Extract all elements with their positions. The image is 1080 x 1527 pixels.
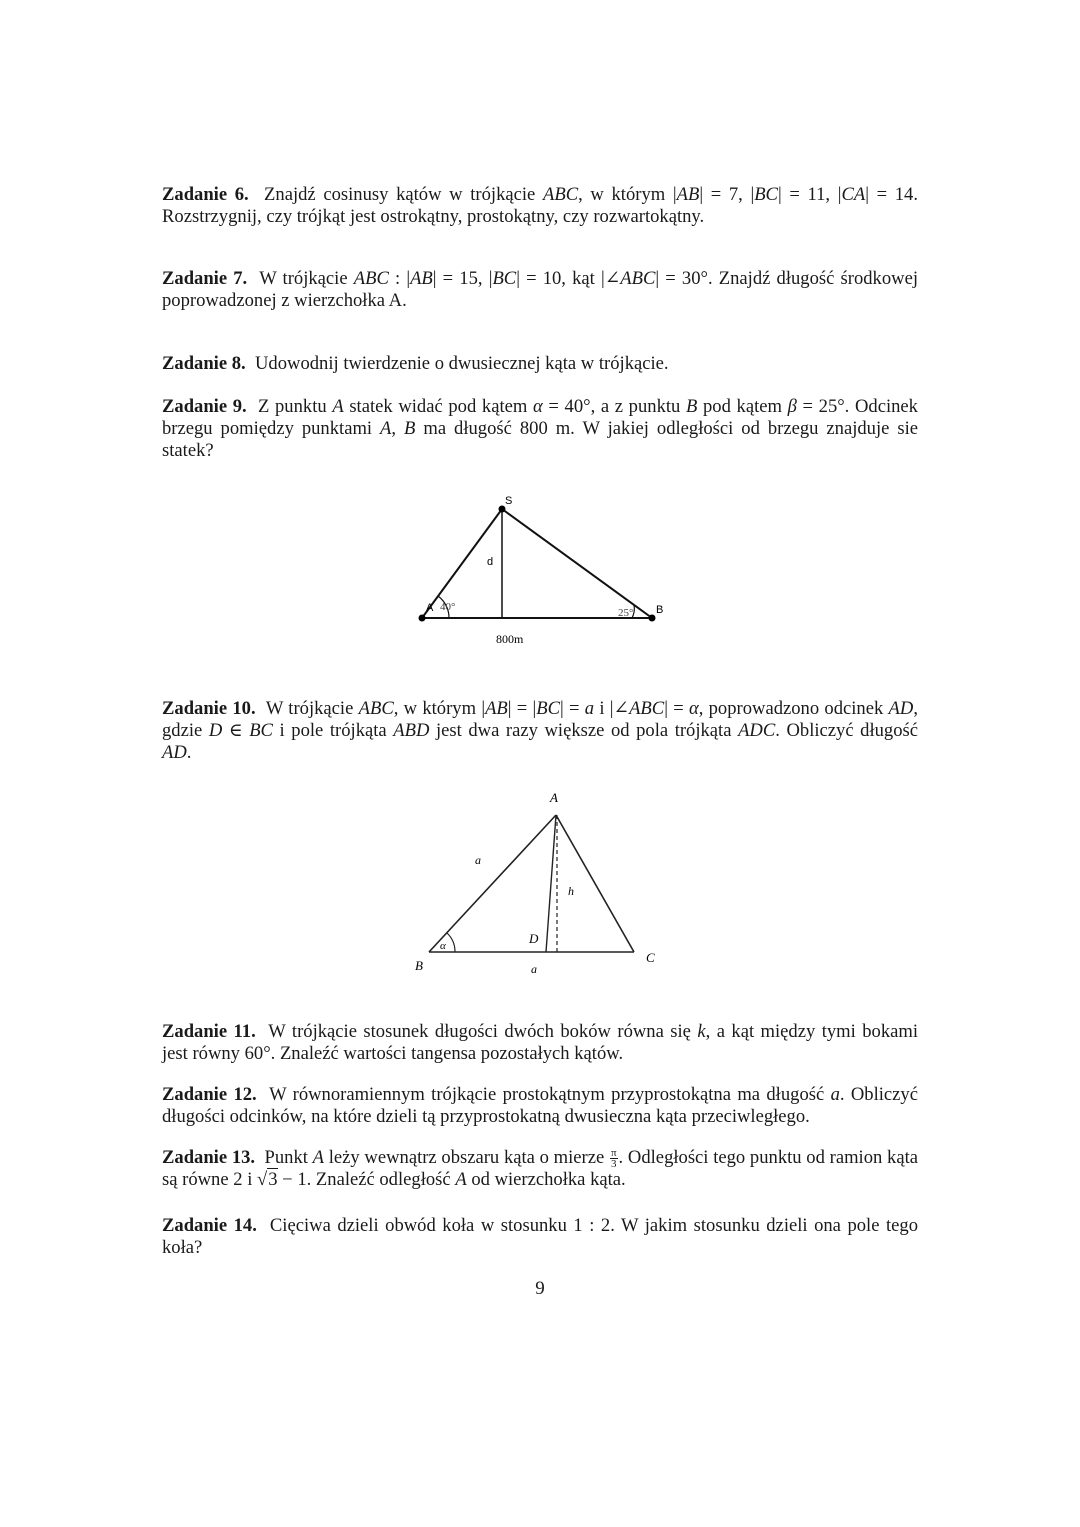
task-6: Zadanie 6. Znajdź cosinusy kątów w trójkącie ABC, w którym |AB| = 7, |BC| = 11, |CA| = 14. Rozstrzygnij, czy trójkąt jest ostrokątny, prostokątny, czy rozwartokątny. [162, 184, 918, 227]
task-label: Zadanie 10. [162, 698, 256, 719]
task-14: Zadanie 14. Cięciwa dzieli obwód koła w stosunku 1 : 2. W jakim stosunku dzieli ona pole tego koła? [162, 1215, 918, 1258]
point-a [419, 615, 426, 622]
svg-text:a: a [531, 962, 537, 976]
task-label: Zadanie 13. [162, 1147, 256, 1168]
task-10: Zadanie 10. W trójkącie ABC, w którym |AB| = |BC| = a i |∠ABC| = α, poprowadzono odcinek AD, gdzie D ∈ BC i pole trójkąta ABD jest dwa razy większe od pola trójkąta ADC. Obliczyć długość AD. [162, 698, 919, 763]
svg-text:h: h [568, 884, 574, 898]
task-7: Zadanie 7. W trójkącie ABC : |AB| = 15, |BC| = 10, kąt |∠ABC| = 30°. Znajdź długość środkowej poprowadzonej z wierzchołka A. [162, 268, 919, 311]
ship-triangle-figure [410, 490, 670, 650]
task-13: Zadanie 13. Punkt A leży wewnątrz obszaru kąta o mierze $\frac{\pi}{3}$ . Odległości tego punktu od ramion kąta są równe 2 i √3 − 1. Znaleźć odległość A od wierzchołka kąta. [162, 1147, 918, 1191]
task-label: Zadanie 9. [162, 396, 247, 417]
task-9: Zadanie 9. Z punktu A statek widać pod kątem α = 40°, a z punktu B pod kątem β = 25°. Odcinek brzegu pomiędzy punktami A, B ma długość 800 m. W jakiej odległości od brzegu znajduje sie statek? [162, 396, 919, 461]
svg-text:A: A [550, 790, 558, 805]
page-number: 9 [535, 1278, 545, 1299]
ship-triangle-diagram [410, 490, 670, 650]
svg-text:40°: 40° [440, 601, 456, 613]
svg-text:A: A [426, 602, 434, 614]
task-11: Zadanie 11. W trójkącie stosunek długości dwóch boków równa się k, a kąt między tymi bokami jest równy 60°. Znaleźć wartości tangensa pozostałych kątów. [162, 1021, 918, 1064]
task-label: Zadanie 6. [162, 184, 249, 205]
fraction-pi-over-3: $\frac{\pi}{3}$ [610, 1147, 617, 1171]
triangle-abc-diagram [405, 785, 670, 980]
task-label: Zadanie 8. [162, 353, 246, 374]
task-label: Zadanie 12. [162, 1084, 257, 1105]
svg-text:25°: 25° [618, 607, 634, 619]
triangle-abc-figure [405, 785, 670, 980]
task-label: Zadanie 7. [162, 268, 248, 289]
task-12: Zadanie 12. W równoramiennym trójkącie prostokątnym przyprostokątna ma długość a. Obliczyć długości odcinków, na które dzieli tą przyprostokatną dwusieczna kąta przeciwległego. [162, 1084, 918, 1127]
sqrt-3: 3 [268, 1169, 278, 1191]
svg-text:S: S [505, 495, 513, 507]
svg-text:a: a [475, 853, 481, 867]
svg-text:800m: 800m [496, 632, 524, 646]
svg-text:α: α [440, 940, 446, 952]
svg-text:C: C [646, 950, 655, 965]
svg-text:d: d [487, 556, 494, 568]
task-label: Zadanie 14. [162, 1215, 257, 1236]
point-b [649, 615, 656, 622]
svg-text:B: B [415, 958, 423, 973]
task-8: Zadanie 8. Udowodnij twierdzenie o dwusiecznej kąta w trójkącie. [162, 353, 669, 374]
svg-text:D: D [529, 931, 539, 946]
task-label: Zadanie 11. [162, 1021, 256, 1042]
svg-text:B: B [656, 604, 664, 616]
